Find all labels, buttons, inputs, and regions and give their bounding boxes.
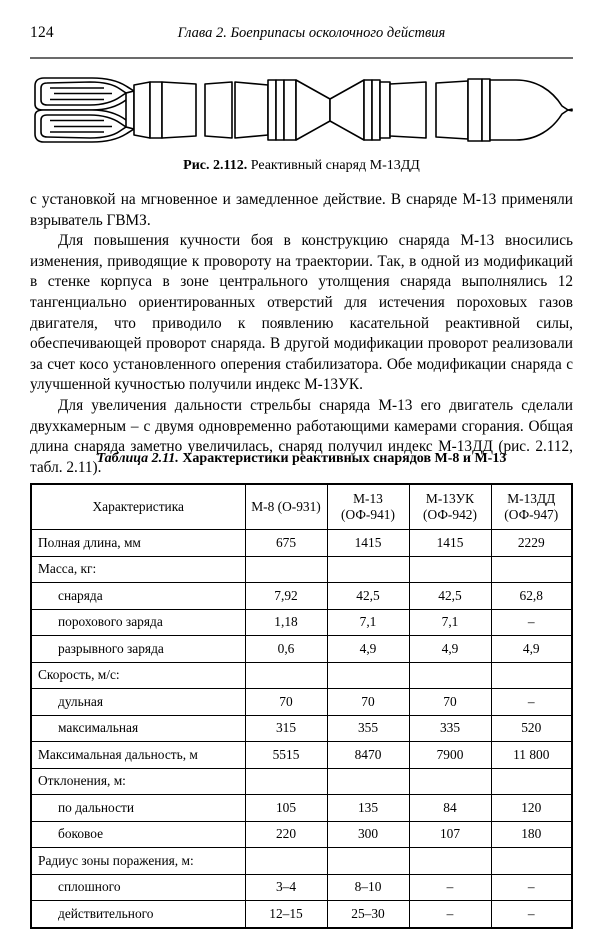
- tail-fin-hub: [126, 91, 134, 129]
- running-head-title: Глава 2. Боеприпасы осколочного действия: [177, 25, 446, 41]
- row-value: 11 800: [491, 742, 571, 769]
- central-waist-left: [296, 80, 330, 140]
- row-value: 7,1: [327, 609, 409, 636]
- row-value: [245, 768, 327, 795]
- spec-table-body: [32, 530, 571, 927]
- figure-caption-text: Реактивный снаряд М-13ДД: [250, 158, 420, 173]
- central-waist-right: [330, 80, 364, 140]
- col-header-m13dd-line2: (ОФ-947): [504, 507, 559, 522]
- row-label: Радиус зоны поражения, м:: [32, 848, 245, 875]
- spec-table: [32, 485, 571, 927]
- row-label: снаряда: [32, 583, 245, 610]
- table-row: [32, 848, 571, 875]
- row-value: 25–30: [327, 901, 409, 927]
- row-label: боковое: [32, 821, 245, 848]
- row-value: –: [491, 874, 571, 901]
- warhead-band-1: [468, 79, 482, 141]
- row-value: [491, 848, 571, 875]
- table-row: [32, 609, 571, 636]
- table-row: [32, 901, 571, 927]
- warhead-rear-section: [436, 81, 468, 139]
- col-header-m13dd: [491, 485, 571, 530]
- row-value: [409, 556, 491, 583]
- row-value: 315: [245, 715, 327, 742]
- table-row: [32, 742, 571, 769]
- chamber-ring-e: [372, 80, 380, 140]
- row-value: 1,18: [245, 609, 327, 636]
- row-value: –: [491, 689, 571, 716]
- motor-base-section: [162, 82, 196, 138]
- table-caption-label: Таблица 2.11.: [96, 451, 179, 466]
- row-label: Полная длина, мм: [32, 530, 245, 557]
- row-value: [327, 768, 409, 795]
- row-value: [327, 848, 409, 875]
- row-value: 0,6: [245, 636, 327, 663]
- row-value: 135: [327, 795, 409, 822]
- table-header-row: [32, 485, 571, 530]
- row-value: 675: [245, 530, 327, 557]
- row-label: действительного: [32, 901, 245, 927]
- row-value: 120: [491, 795, 571, 822]
- row-value: 1415: [409, 530, 491, 557]
- row-label: сплошного: [32, 874, 245, 901]
- col-header-m13uk-line1: М-13УК: [425, 491, 475, 506]
- row-value: 4,9: [327, 636, 409, 663]
- table-row: [32, 530, 571, 557]
- row-value: [491, 768, 571, 795]
- table-row: [32, 556, 571, 583]
- spec-table-head: [32, 485, 571, 530]
- row-label: Скорость, м/с:: [32, 662, 245, 689]
- row-value: 1415: [327, 530, 409, 557]
- row-value: [245, 848, 327, 875]
- body-section-forward: [390, 82, 426, 138]
- row-value: 70: [245, 689, 327, 716]
- row-value: 70: [327, 689, 409, 716]
- warhead-band-2: [482, 79, 490, 141]
- nose-tip: [568, 109, 572, 111]
- row-value: 180: [491, 821, 571, 848]
- row-value: 107: [409, 821, 491, 848]
- row-value: 220: [245, 821, 327, 848]
- chamber-ring-c: [284, 80, 296, 140]
- row-value: 7,1: [409, 609, 491, 636]
- row-value: 7900: [409, 742, 491, 769]
- row-value: 42,5: [409, 583, 491, 610]
- row-label: Отклонения, м:: [32, 768, 245, 795]
- row-value: –: [491, 901, 571, 927]
- row-value: –: [409, 901, 491, 927]
- row-value: 5515: [245, 742, 327, 769]
- row-value: –: [409, 874, 491, 901]
- table-row: [32, 768, 571, 795]
- col-header-characteristic: Характеристика: [32, 485, 245, 530]
- header-rule: [30, 57, 573, 59]
- rocket-projectile-svg: [30, 66, 573, 154]
- row-value: [245, 556, 327, 583]
- row-label: Масса, кг:: [32, 556, 245, 583]
- table-row: [32, 795, 571, 822]
- page-header: [30, 0, 573, 58]
- row-value: –: [491, 609, 571, 636]
- col-header-m13: [327, 485, 409, 530]
- row-value: 4,9: [491, 636, 571, 663]
- row-value: [327, 556, 409, 583]
- nozzle-ring-2: [150, 82, 162, 138]
- table-row: [32, 821, 571, 848]
- paragraph-2: Для повышения кучности боя в конструкцию снаряда М-13 вносились изменения, приводящие к провороту на траектории. Так, в одной из модификаций в стенке корпуса в зоне центрального утолщения снаряда выполнялись 12 тангенциально ориентированных отверстий для истечения пороховых газов двигателя, что приводило к появлению касательной реактивной силы, обеспечивающей проворот снаряда. В другой модификации проворот реализовали за счет косо установленного оперения стабилизатора. Обе модификации снаряда с улучшенной кучностью получили индекс М-13УК.: [30, 232, 573, 394]
- row-value: 2229: [491, 530, 571, 557]
- chamber-ring-d: [364, 80, 372, 140]
- row-label: по дальности: [32, 795, 245, 822]
- figure-caption-label: Рис. 2.112.: [183, 158, 248, 173]
- spec-table-wrapper: [30, 483, 573, 929]
- running-head: [30, 24, 573, 58]
- row-value: 7,92: [245, 583, 327, 610]
- row-value: [491, 662, 571, 689]
- page-number: 124: [30, 24, 54, 41]
- motor-chamber-mid: [235, 82, 268, 138]
- motor-chamber-rear: [205, 82, 232, 138]
- row-value: 4,9: [409, 636, 491, 663]
- row-value: 12–15: [245, 901, 327, 927]
- nozzle-ring-1: [134, 82, 150, 138]
- col-header-m13-line1: М-13: [353, 491, 383, 506]
- row-value: 8–10: [327, 874, 409, 901]
- row-label: Максимальная дальность, м: [32, 742, 245, 769]
- row-value: 3–4: [245, 874, 327, 901]
- row-label: дульная: [32, 689, 245, 716]
- row-label: максимальная: [32, 715, 245, 742]
- row-label: разрывного заряда: [32, 636, 245, 663]
- row-value: [409, 662, 491, 689]
- chamber-ring-a: [268, 80, 276, 140]
- figure-caption: [30, 158, 573, 174]
- body-text: [30, 190, 573, 478]
- table-row: [32, 715, 571, 742]
- chamber-ring-b: [276, 80, 284, 140]
- row-label: порохового заряда: [32, 609, 245, 636]
- row-value: 520: [491, 715, 571, 742]
- row-value: 62,8: [491, 583, 571, 610]
- table-row: [32, 662, 571, 689]
- table-row: [32, 636, 571, 663]
- row-value: [409, 848, 491, 875]
- figure-rocket-projectile: [30, 66, 573, 154]
- table-caption: [30, 451, 573, 467]
- row-value: 335: [409, 715, 491, 742]
- row-value: 105: [245, 795, 327, 822]
- col-header-m13dd-line1: М-13ДД: [507, 491, 556, 506]
- row-value: 84: [409, 795, 491, 822]
- warhead-ogive: [490, 80, 568, 140]
- col-header-m13-line2: (ОФ-941): [341, 507, 395, 522]
- table-row: [32, 583, 571, 610]
- row-value: [409, 768, 491, 795]
- row-value: 300: [327, 821, 409, 848]
- table-caption-text: Характеристики реактивных снарядов М-8 и М-13: [182, 451, 507, 466]
- paragraph-1: с установкой на мгновенное и замедленное действие. В снаряде М-13 применяли взрыватель ГВМЗ.: [30, 191, 573, 229]
- col-header-m13uk: [409, 485, 491, 530]
- row-value: [327, 662, 409, 689]
- row-value: 355: [327, 715, 409, 742]
- table-row: [32, 689, 571, 716]
- col-header-m13uk-line2: (ОФ-942): [423, 507, 477, 522]
- row-value: 70: [409, 689, 491, 716]
- chamber-ring-f: [380, 82, 390, 138]
- table-row: [32, 874, 571, 901]
- paragraph-3: Для увеличения дальности стрельбы снаряда М-13 его двигатель сделали двухкамерным – с двумя одновременно работающими камерами сгорания. Общая длина снаряда заметно увеличилась, снаряд получил индекс М-13ДД (рис. 2.112, табл. 2.11).: [30, 396, 573, 476]
- row-value: [491, 556, 571, 583]
- col-header-m8: М-8 (О-931): [245, 485, 327, 530]
- row-value: [245, 662, 327, 689]
- row-value: 8470: [327, 742, 409, 769]
- row-value: 42,5: [327, 583, 409, 610]
